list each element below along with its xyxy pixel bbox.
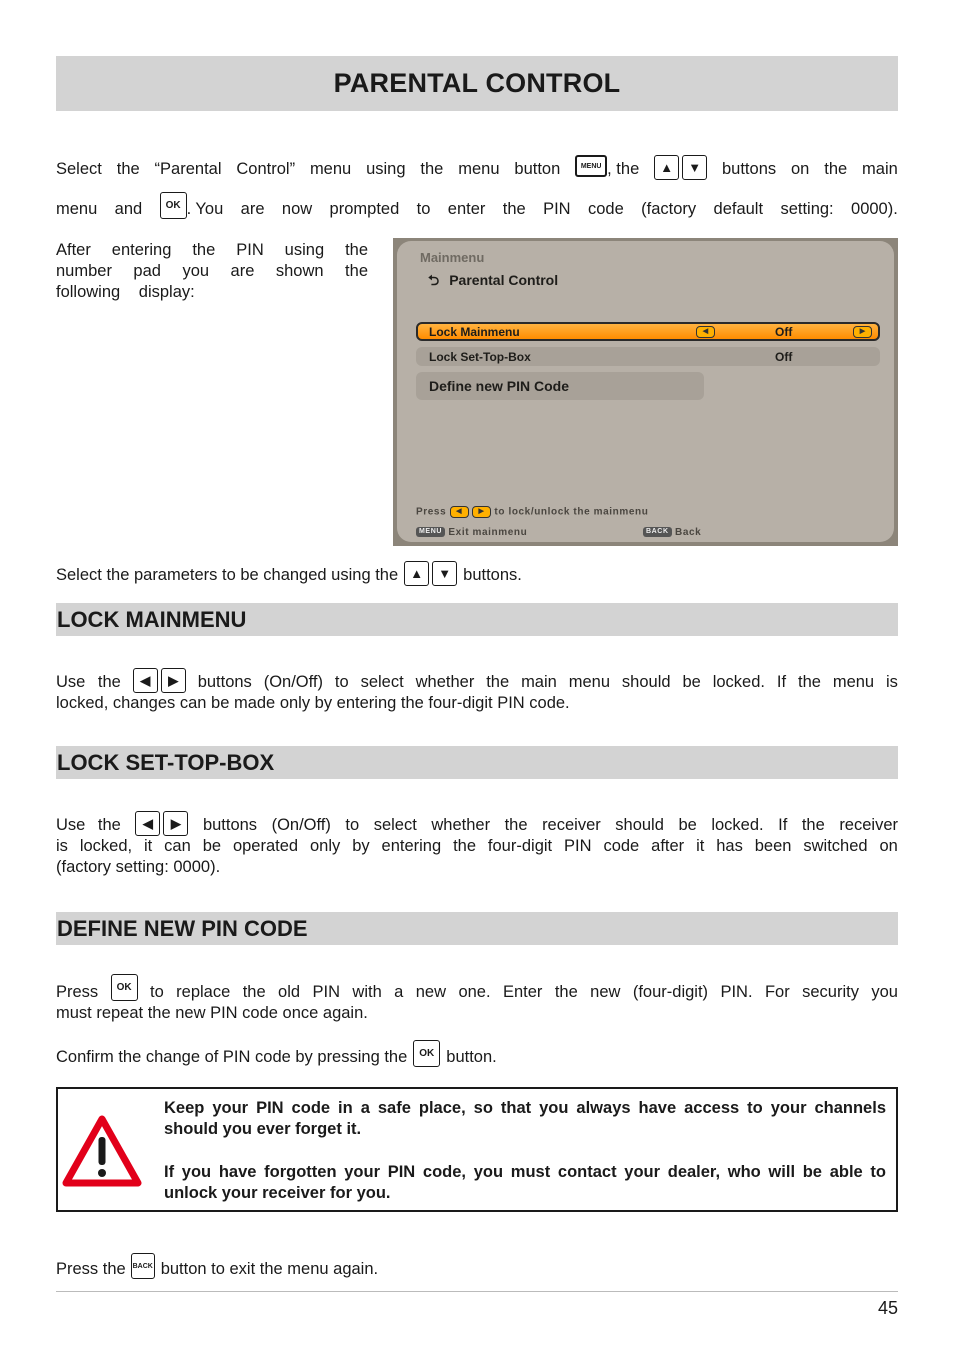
warning-box bbox=[56, 1087, 898, 1212]
after-entering-text: After entering the PIN using the number pad you are shown the following display: bbox=[56, 241, 368, 301]
right-arrow-key-icon: ▶ bbox=[161, 668, 186, 693]
word: operated bbox=[232, 837, 299, 855]
section-define-new-pin bbox=[56, 912, 898, 945]
word: the bbox=[797, 673, 821, 691]
up-arrow-key-icon: ▲ bbox=[654, 155, 679, 180]
select-params-text bbox=[56, 556, 898, 586]
word: the bbox=[502, 200, 526, 218]
word: button bbox=[514, 160, 561, 178]
word: switched bbox=[803, 837, 868, 855]
up-down-keys bbox=[654, 155, 707, 180]
exit-pre: Press the bbox=[56, 1260, 126, 1278]
word: you bbox=[871, 983, 898, 1001]
word: be bbox=[202, 837, 222, 855]
word: after bbox=[651, 837, 685, 855]
word: (four-digit) bbox=[632, 983, 709, 1001]
word: using bbox=[366, 160, 406, 178]
word: to bbox=[334, 673, 349, 691]
ok-key-group bbox=[160, 192, 224, 220]
word: select bbox=[360, 673, 404, 691]
word: , the bbox=[607, 160, 640, 178]
define-pin-text bbox=[56, 972, 898, 1024]
line bbox=[56, 807, 898, 836]
word: Enter bbox=[502, 983, 543, 1001]
warning-triangle-icon bbox=[62, 1115, 142, 1187]
word: on bbox=[791, 160, 810, 178]
word: by bbox=[352, 837, 370, 855]
word: is bbox=[56, 837, 68, 855]
down-arrow-key-icon: ▼ bbox=[432, 561, 457, 586]
word: the bbox=[486, 673, 510, 691]
word: the bbox=[453, 837, 477, 855]
left-arrow-key-icon: ◀ bbox=[135, 811, 160, 836]
word: Control” bbox=[236, 160, 296, 178]
tv-footer-exit bbox=[416, 527, 527, 538]
section-lock-mainmenu bbox=[56, 603, 898, 636]
word: PIN bbox=[564, 837, 592, 855]
select-post: buttons. bbox=[463, 566, 522, 584]
word: locked, bbox=[79, 837, 133, 855]
word: Select bbox=[56, 160, 102, 178]
tv-title-text: Parental Control bbox=[449, 272, 559, 288]
up-down-keys bbox=[404, 561, 457, 586]
word: only bbox=[310, 837, 341, 855]
word: code bbox=[587, 200, 624, 218]
section-heading: LOCK SET-TOP-BOX bbox=[57, 749, 275, 775]
word: one. bbox=[458, 983, 491, 1001]
word: the bbox=[801, 816, 825, 834]
right-nav-icon: ▶ bbox=[472, 506, 491, 518]
word: it bbox=[144, 837, 153, 855]
tv-footer-back bbox=[643, 527, 701, 538]
word: is bbox=[886, 673, 898, 691]
word: whether bbox=[415, 673, 475, 691]
word: “Parental bbox=[154, 160, 222, 178]
word: receiver bbox=[839, 816, 898, 834]
confirm-post: button. bbox=[446, 1048, 497, 1066]
word: are bbox=[240, 200, 265, 218]
word: be bbox=[682, 673, 701, 691]
word: it bbox=[696, 837, 705, 855]
word: the bbox=[504, 816, 528, 834]
tv-row-value: Off bbox=[775, 350, 793, 364]
back-chip-icon: BACK bbox=[643, 527, 672, 537]
section-heading: LOCK MAINMENU bbox=[57, 606, 247, 632]
down-arrow-key-icon: ▼ bbox=[682, 155, 707, 180]
word: and bbox=[114, 200, 143, 218]
word: the bbox=[242, 983, 266, 1001]
word: be bbox=[678, 816, 697, 834]
intro-paragraph bbox=[56, 150, 898, 220]
word: entering bbox=[381, 837, 442, 855]
word: locked. bbox=[712, 673, 765, 691]
lock-mainmenu-text bbox=[56, 664, 898, 714]
word: select bbox=[373, 816, 417, 834]
word: menu bbox=[568, 673, 611, 691]
tv-lock-hint: to lock/unlock the mainmenu bbox=[494, 506, 649, 518]
ok-key-icon: OK bbox=[160, 192, 187, 219]
up-arrow-key-icon: ▲ bbox=[404, 561, 429, 586]
word: buttons bbox=[202, 816, 258, 834]
word: receiver bbox=[542, 816, 601, 834]
word: whether bbox=[431, 816, 491, 834]
menu-key-group bbox=[575, 155, 639, 180]
menu-key-icon: MENU bbox=[575, 155, 607, 177]
tv-exit-hint: Exit mainmenu bbox=[448, 527, 528, 538]
word: (factory bbox=[641, 200, 697, 218]
confirm-text bbox=[56, 1038, 898, 1068]
ok-key-icon: OK bbox=[111, 974, 138, 1001]
word: menu bbox=[832, 673, 875, 691]
confirm-pre: Confirm the change of PIN code by pressing the bbox=[56, 1048, 408, 1066]
word: the bbox=[554, 983, 578, 1001]
word: main bbox=[521, 673, 557, 691]
word: For bbox=[764, 983, 790, 1001]
tv-menu-title bbox=[428, 270, 558, 294]
tv-back-hint: Back bbox=[675, 527, 702, 538]
left-right-keys bbox=[135, 811, 188, 836]
tv-mainmenu-label: Mainmenu bbox=[420, 250, 485, 265]
word: menu bbox=[458, 160, 500, 178]
left-right-keys bbox=[133, 668, 186, 693]
tv-row-label: Define new PIN Code bbox=[429, 378, 570, 394]
word: Use the bbox=[56, 673, 121, 691]
back-key-icon: BACK bbox=[131, 1253, 155, 1279]
word: setting: bbox=[780, 200, 834, 218]
word: buttons bbox=[722, 160, 777, 178]
footer-divider bbox=[56, 1291, 898, 1292]
word: PIN bbox=[312, 983, 340, 1001]
word: the bbox=[824, 160, 848, 178]
return-arrow-icon: ⮌ bbox=[428, 272, 440, 288]
line: (factory setting: 0000). bbox=[56, 858, 221, 876]
word: to bbox=[150, 983, 164, 1001]
left-arrow-key-icon: ◀ bbox=[133, 668, 158, 693]
word: menu bbox=[56, 200, 98, 218]
tv-menu-panel bbox=[397, 241, 894, 542]
page-number: 45 bbox=[877, 1298, 898, 1318]
section-lock-set-top-box bbox=[56, 746, 898, 779]
select-pre: Select the parameters to be changed using the bbox=[56, 566, 399, 584]
word: old bbox=[278, 983, 301, 1001]
intro-line-2 bbox=[56, 180, 898, 220]
left-nav-icon: ◀ bbox=[450, 506, 469, 518]
word: enter bbox=[447, 200, 486, 218]
word: If bbox=[776, 673, 787, 691]
word: on bbox=[879, 837, 898, 855]
tv-press-text: Press bbox=[416, 506, 447, 518]
exit-text bbox=[56, 1250, 898, 1280]
word: been bbox=[754, 837, 792, 855]
word: main bbox=[862, 160, 898, 178]
tv-row-label: Lock Mainmenu bbox=[429, 325, 520, 339]
tv-row-define-pin[interactable] bbox=[416, 372, 704, 400]
menu-chip-icon: MENU bbox=[416, 527, 445, 537]
word: (On/Off) bbox=[271, 816, 331, 834]
intro-line-1 bbox=[56, 150, 898, 180]
tv-row-lock-mainmenu[interactable] bbox=[416, 322, 880, 341]
word: the bbox=[116, 160, 140, 178]
word: PIN bbox=[543, 200, 571, 218]
word: . You bbox=[186, 200, 224, 218]
line: locked, changes can be made only by entering the four-digit PIN code. bbox=[56, 694, 570, 712]
word: to bbox=[345, 816, 360, 834]
title-bar bbox=[56, 56, 898, 111]
word: can bbox=[164, 837, 191, 855]
tv-row-label: Lock Set-Top-Box bbox=[429, 350, 531, 364]
ok-key-icon: OK bbox=[413, 1040, 440, 1067]
tv-footer-hint bbox=[416, 506, 648, 518]
word: new bbox=[415, 983, 447, 1001]
word: has bbox=[716, 837, 743, 855]
line: must repeat the new PIN code once again. bbox=[56, 1004, 368, 1022]
word: buttons bbox=[197, 673, 252, 691]
warning-text-2: If you have forgotten your PIN code, you must contact your dealer, who will be able to unlock your receiver for you. bbox=[164, 1163, 886, 1202]
right-nav-icon: ▶ bbox=[853, 326, 872, 338]
word: code bbox=[603, 837, 640, 855]
right-arrow-key-icon: ▶ bbox=[163, 811, 188, 836]
word: to bbox=[416, 200, 431, 218]
page-title: PARENTAL CONTROL bbox=[333, 68, 621, 98]
word: If bbox=[778, 816, 788, 834]
word: locked. bbox=[711, 816, 764, 834]
word: now bbox=[281, 200, 313, 218]
tv-row-value: Off bbox=[775, 325, 793, 339]
word: should bbox=[621, 673, 671, 691]
left-nav-icon: ◀ bbox=[696, 326, 715, 338]
section-heading: DEFINE NEW PIN CODE bbox=[57, 915, 308, 941]
word: should bbox=[615, 816, 664, 834]
word: 0000). bbox=[851, 200, 898, 218]
line bbox=[56, 836, 898, 857]
word: four-digit bbox=[487, 837, 553, 855]
word: (On/Off) bbox=[263, 673, 324, 691]
manual-page bbox=[56, 0, 898, 1347]
word: the bbox=[420, 160, 444, 178]
tv-row-lock-set-top-box[interactable] bbox=[416, 347, 880, 366]
word: security bbox=[802, 983, 859, 1001]
word: prompted bbox=[329, 200, 400, 218]
word: new bbox=[590, 983, 621, 1001]
line bbox=[56, 664, 898, 693]
tv-screen bbox=[393, 238, 898, 546]
word: a bbox=[394, 983, 404, 1001]
lock-stb-text bbox=[56, 807, 898, 878]
word: replace bbox=[176, 983, 231, 1001]
line bbox=[56, 972, 898, 1003]
word: with bbox=[352, 983, 382, 1001]
word: default bbox=[713, 200, 764, 218]
word: PIN. bbox=[720, 983, 753, 1001]
word: Press bbox=[56, 983, 99, 1001]
word: Use the bbox=[56, 816, 121, 834]
warning-text-1: Keep your PIN code in a safe place, so that you always have access to your channels should you ever forget it. bbox=[164, 1099, 886, 1138]
exit-post: button to exit the menu again. bbox=[160, 1260, 379, 1278]
word: menu bbox=[309, 160, 352, 178]
